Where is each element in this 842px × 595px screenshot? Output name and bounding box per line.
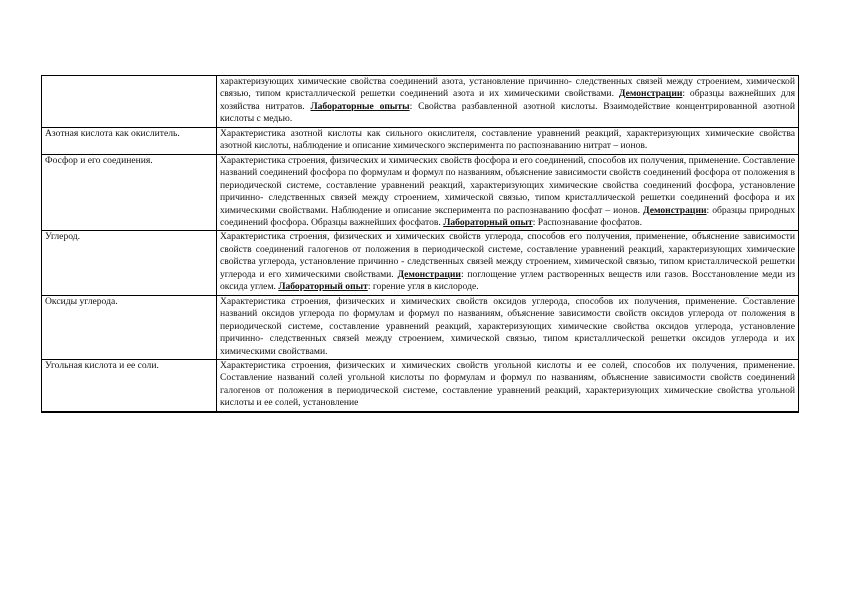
content-cell	[217, 295, 799, 359]
demonstrations-label: Демонстрации	[397, 268, 461, 280]
topic-cell	[42, 295, 217, 359]
content-text: : поглощение углем растворенных веществ или газов. Восстановление меди из оксида углем.	[220, 268, 795, 293]
topic-cell	[42, 231, 217, 295]
topic-label: Оксиды углерода.	[45, 295, 118, 307]
topic-label: Углерод.	[45, 231, 81, 243]
content-cell	[217, 231, 799, 295]
table-row	[42, 154, 799, 231]
topic-label: Фосфор и его соединения.	[45, 154, 153, 166]
content-cell	[217, 359, 799, 411]
content-cell	[217, 76, 799, 128]
content-text: Характеристика строения, физических и химических свойств фосфора и его соединений, способов их получения, применение. Составление названий соединений фосфора по формулам и формул по названиям, объяснение зависимости свойств соединений фосфора от положения в периодической системе, составление уравнений реакций, характеризующих химические свойства соединений фосфора, установление причинно- следственных связей между строением, химической связью, типом кристаллической решетки соединений фосфора и их химическими свойствами. Наблюдение и описание эксперимента по распознаванию фосфат – ионов.	[220, 154, 795, 216]
content-cell	[217, 154, 799, 231]
lab-experiment-label: Лабораторный опыт	[278, 281, 368, 293]
lab-experiment-label: Лабораторный опыт	[443, 216, 533, 228]
content-text: : образцы природных соединений фосфора. Образцы важнейших фосфатов.	[220, 204, 795, 228]
topic-label: Азотная кислота как окислитель.	[45, 127, 180, 139]
topic-cell	[42, 76, 217, 128]
content-text: : Свойства разбавленной азотной кислоты. Взаимодействие концентрированной азотной кислоты с медью.	[220, 100, 795, 125]
table-row	[42, 76, 799, 128]
demonstrations-label: Демонстрации	[643, 204, 707, 216]
content-text: Характеристика строения, физических и химических свойств оксидов углерода, способов их получения, применение. Составление названий оксидов углерода по формулам и формул по названиям, объяснение зависимости свойств оксидов углерода от положения в периодической системе, составление уравнений реакций, характеризующих химические свойства оксидов углерода, установление причинно- следственных связей между строением, химической связью, типом кристаллической решетки оксидов углерода и их химическими свойствами.	[220, 295, 795, 357]
table-row	[42, 295, 799, 359]
syllabus-table	[41, 75, 799, 413]
content-text: Характеристика строения, физических и химических свойств угольной кислоты и ее солей, способов их получения, применение. Составление названий солей угольной кислоты по формулам и формул по названиям, объяснение зависимости свойств соединений галогенов от положения в периодической системе, составление уравнений реакций, характеризующих химические свойства угольной кислоты и ее солей, установление	[220, 359, 795, 409]
lab-experiments-label: Лабораторные опыты	[310, 100, 410, 112]
content-text: Характеристика строения, физических и химических свойств углерода, способов его получения, применение, объяснение зависимости свойств соединений галогенов от положения в периодической системе, составление уравнений реакций, характеризующих химические свойства углерода, установление причинно - следственных связей между строением, химической связью, типом кристаллической решетки углерода и его химическими свойствами.	[220, 231, 795, 280]
content-cell	[217, 127, 799, 154]
demonstrations-label: Демонстрации	[618, 88, 683, 100]
table-row	[42, 231, 799, 295]
topic-cell	[42, 127, 217, 154]
content-text: : горение угля в кислороде.	[367, 281, 479, 293]
table-row	[42, 127, 799, 154]
table-row	[42, 359, 799, 411]
content-text: : Распознавание фосфатов.	[532, 216, 642, 228]
content-text: характеризующих химические свойства соединений азота, установление причинно- следственных связей между строением, химической связью, типом кристаллической решетки соединений азота и их химическими свойствами.	[220, 76, 795, 100]
topic-label: Угольная кислота и ее соли.	[45, 359, 159, 371]
topic-cell	[42, 154, 217, 231]
topic-cell	[42, 359, 217, 411]
content-text: : образцы важнейших для хозяйства нитратов.	[220, 88, 796, 112]
content-text: Характеристика азотной кислоты как сильного окислителя, составление уравнений реакций, характеризующих химические свойства азотной кислоты, наблюдение и описание химического эксперимента по распознаванию нитрат – ионов.	[220, 127, 795, 152]
